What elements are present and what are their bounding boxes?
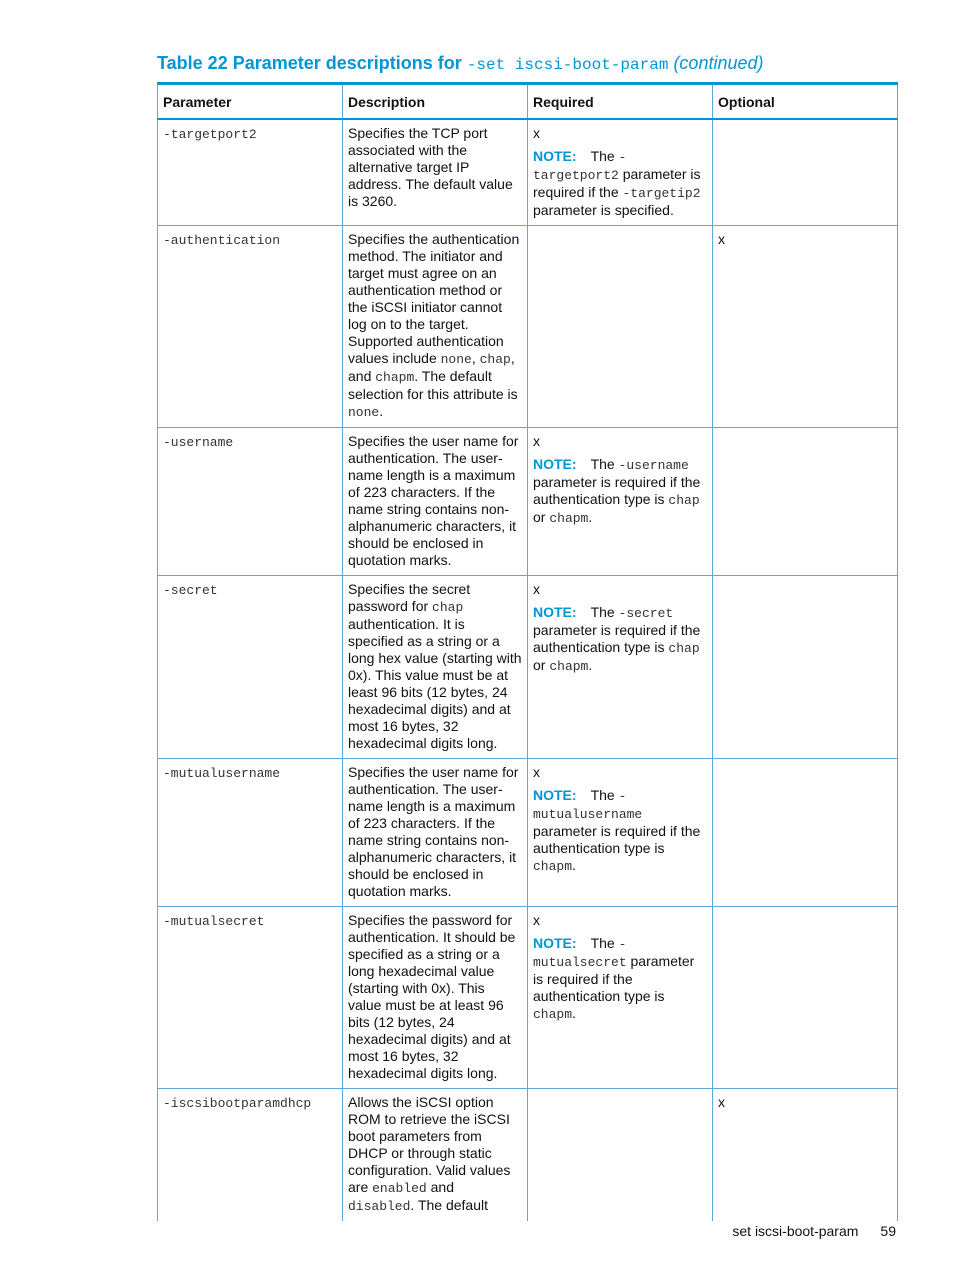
parameter-cell <box>158 226 343 428</box>
note-text: parameter is required if the <box>533 166 701 200</box>
description-code: disabled <box>348 1199 411 1214</box>
required-cell <box>528 428 713 576</box>
table-row <box>158 576 898 759</box>
description-text: Allows the iSCSI option ROM to retrieve the iSCSI boot parameters from DHCP or through static configuration. Valid values are <box>348 1094 511 1195</box>
parameter-cell <box>158 759 343 907</box>
note-text: The <box>590 604 619 620</box>
optional-cell <box>713 119 898 226</box>
required-mark: x <box>533 433 540 449</box>
description-cell <box>343 576 528 759</box>
required-mark: x <box>533 581 540 597</box>
header-description: Description <box>343 84 528 120</box>
required-mark: x <box>533 125 540 141</box>
note-code: chap <box>668 641 700 656</box>
optional-cell <box>713 759 898 907</box>
table-body <box>158 119 898 1221</box>
required-cell <box>528 576 713 759</box>
note-block <box>533 456 707 527</box>
parameter-name: -iscsibootparamdhcp <box>163 1096 312 1111</box>
note-code: chapm <box>533 859 573 874</box>
caption-prefix: Table 22 Parameter descriptions for <box>157 53 467 73</box>
table-caption <box>157 53 897 74</box>
description-text: Specifies the user name for authentication. The user-name length is a maximum of 223 characters. If the name string contains non-alphanumeric characters, it should be enclosed in quotation marks. <box>348 433 519 568</box>
required-cell <box>528 226 713 428</box>
description-code: chap <box>432 600 464 615</box>
note-code: chapm <box>549 511 589 526</box>
description-cell <box>343 1089 528 1222</box>
note-text: parameter is required if the authentication type is <box>533 953 695 1004</box>
optional-mark: x <box>718 1094 725 1110</box>
description-cell <box>343 759 528 907</box>
parameter-name: -targetport2 <box>163 127 257 142</box>
table-row <box>158 759 898 907</box>
note-code: -mutualsecret <box>533 937 627 970</box>
note-text: parameter is required if the authentication type is <box>533 823 701 856</box>
parameter-name: -secret <box>163 583 218 598</box>
note-text: The <box>590 148 619 164</box>
description-text: Specifies the TCP port associated with the alternative target IP address. The default value is 3260. <box>348 125 513 209</box>
description-text: and <box>426 1179 454 1195</box>
table-row <box>158 226 898 428</box>
description-cell <box>343 907 528 1089</box>
description-cell <box>343 119 528 226</box>
page-number: 59 <box>880 1223 896 1239</box>
note-label: NOTE: <box>533 456 577 472</box>
description-code: none <box>348 405 380 420</box>
note-block <box>533 148 707 219</box>
note-code: -secret <box>618 606 674 621</box>
optional-mark: x <box>718 231 725 247</box>
required-cell <box>528 119 713 226</box>
note-text: . <box>588 657 593 673</box>
caption-continued: (continued) <box>673 53 764 73</box>
caption-command: -set iscsi-boot-param <box>466 56 669 74</box>
note-text: or <box>533 657 550 673</box>
required-cell <box>528 1089 713 1222</box>
parameter-cell <box>158 428 343 576</box>
note-text: parameter is required if the authentication type is <box>533 622 701 655</box>
parameter-cell <box>158 907 343 1089</box>
description-text: . The default <box>410 1197 488 1213</box>
required-cell <box>528 907 713 1089</box>
note-label: NOTE: <box>533 787 577 803</box>
description-text: . <box>379 403 384 419</box>
description-code: none <box>440 352 472 367</box>
required-cell <box>528 759 713 907</box>
note-code: chap <box>668 493 700 508</box>
note-text: parameter is required if the authentication type is <box>533 474 701 507</box>
optional-cell <box>713 428 898 576</box>
table-row <box>158 1089 898 1222</box>
note-code: -mutualusername <box>533 789 643 822</box>
description-cell <box>343 428 528 576</box>
table-row <box>158 907 898 1089</box>
required-mark: x <box>533 764 540 780</box>
parameter-cell <box>158 576 343 759</box>
note-block <box>533 935 707 1023</box>
header-parameter: Parameter <box>158 84 343 120</box>
footer-section: set iscsi-boot-param <box>732 1223 859 1239</box>
parameter-name: -username <box>163 435 234 450</box>
note-label: NOTE: <box>533 935 577 951</box>
optional-cell <box>713 1089 898 1222</box>
note-text: parameter is specified. <box>533 202 674 218</box>
note-code: -targetport2 <box>533 150 627 183</box>
parameter-table <box>157 82 898 1221</box>
header-optional: Optional <box>713 84 898 120</box>
page-footer <box>732 1223 896 1239</box>
description-code: chapm <box>375 370 415 385</box>
description-text: Specifies the user name for authentication. The user-name length is a maximum of 223 characters. If the name string contains non-alphanumeric characters, it should be enclosed in quotation marks. <box>348 764 519 899</box>
note-code: chapm <box>533 1007 573 1022</box>
note-text: . <box>572 1005 576 1021</box>
parameter-name: -mutualsecret <box>163 914 265 929</box>
table-row <box>158 428 898 576</box>
note-text: or <box>533 509 550 525</box>
note-text: The <box>590 456 619 472</box>
description-text: Specifies the authentication method. The initiator and target must agree on an authentication method or the iSCSI initiator cannot log on to the target. Supported authentication values include <box>348 231 520 366</box>
description-code: chap <box>479 352 511 367</box>
note-text: The <box>590 787 619 803</box>
note-text: The <box>590 935 619 951</box>
parameter-cell <box>158 1089 343 1222</box>
parameter-name: -mutualusername <box>163 766 281 781</box>
optional-cell <box>713 226 898 428</box>
description-text: , and <box>348 350 515 384</box>
note-code: -username <box>618 458 689 473</box>
description-text: , <box>471 350 480 366</box>
description-text: . The default selection for this attribute is <box>348 368 518 402</box>
description-cell <box>343 226 528 428</box>
parameter-name: -authentication <box>163 233 281 248</box>
required-mark: x <box>533 912 540 928</box>
note-text: . <box>572 857 576 873</box>
note-code: chapm <box>549 659 589 674</box>
table-header-row <box>158 84 898 120</box>
optional-cell <box>713 907 898 1089</box>
note-label: NOTE: <box>533 604 577 620</box>
table-row <box>158 119 898 226</box>
note-text: . <box>588 509 593 525</box>
header-required: Required <box>528 84 713 120</box>
description-text: Specifies the password for authentication. It should be specified as a string or a long hexadecimal value (starting with 0x). This value must be at least 96 bits (12 bytes, 24 hexadecimal digits) and at most 16 bytes, 32 hexadecimal digits long. <box>348 912 516 1081</box>
parameter-cell <box>158 119 343 226</box>
description-text: authentication. It is specified as a string or a long hex value (starting with 0x). This value must be at least 96 bits (12 bytes, 24 hexadecimal digits) and at most 16 bytes, 32 hexadecimal digits long. <box>348 616 522 751</box>
note-block <box>533 787 707 875</box>
note-code: -targetip2 <box>622 186 701 201</box>
note-block <box>533 604 707 675</box>
note-label: NOTE: <box>533 148 577 164</box>
description-code: enabled <box>372 1181 427 1196</box>
optional-cell <box>713 576 898 759</box>
description-text: Specifies the secret password for <box>348 581 471 614</box>
